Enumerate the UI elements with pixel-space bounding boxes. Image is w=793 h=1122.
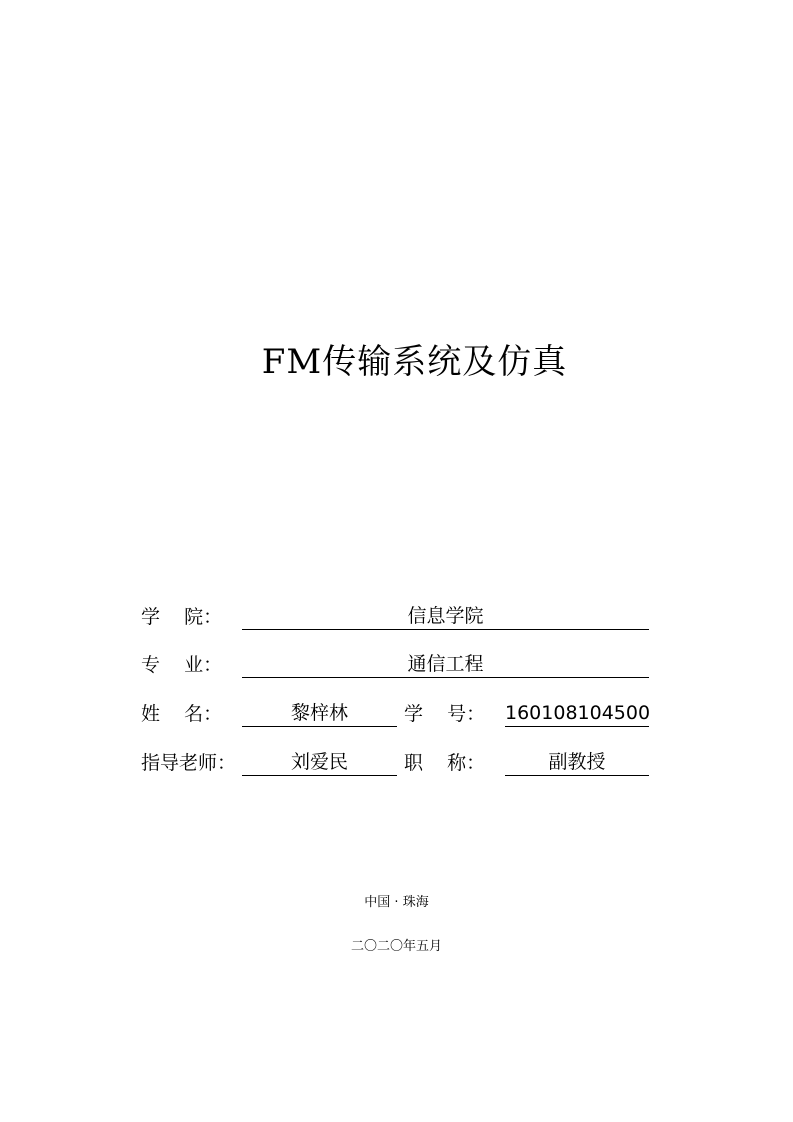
title-rank-label: 职 称： <box>404 752 486 774</box>
footer-place: 中国 · 珠海 <box>364 895 429 910</box>
advisor-label: 指导老师： <box>141 752 237 774</box>
name-label: 姓 名： <box>141 703 223 725</box>
student-id-value: 160108104500 <box>505 700 649 727</box>
major-label: 专 业： <box>141 654 223 676</box>
college-value: 信息学院 <box>242 603 649 630</box>
name-value: 黎梓林 <box>242 700 397 727</box>
document-title: FM传输系统及仿真 <box>261 342 568 382</box>
advisor-value: 刘爱民 <box>242 749 397 776</box>
footer-date: 二〇二〇年五月 <box>350 939 442 954</box>
title-rank-value: 副教授 <box>505 749 649 776</box>
major-value: 通信工程 <box>242 651 649 678</box>
college-label: 学 院： <box>141 606 223 628</box>
student-id-label: 学 号： <box>404 703 486 725</box>
